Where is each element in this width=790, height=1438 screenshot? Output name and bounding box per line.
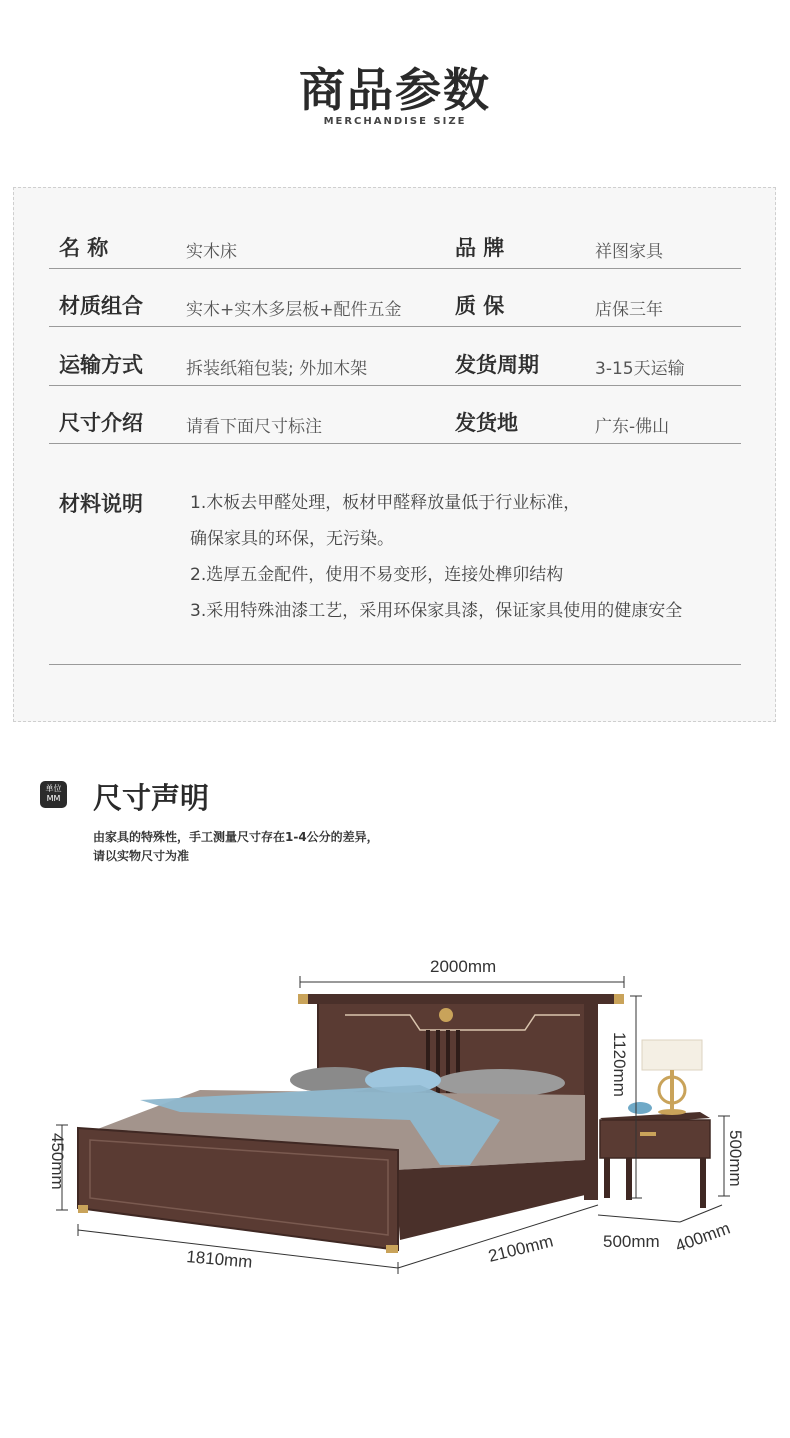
dim-nightstand-width: 500mm	[603, 1232, 660, 1251]
brass-foot	[386, 1245, 398, 1253]
spec-label: 发货周期	[455, 353, 539, 377]
page-subtitle: MERCHANDISE SIZE	[323, 116, 467, 127]
size-note-line: 由家具的特殊性，手工测量尺寸存在1-4公分的差异，	[93, 830, 379, 844]
spec-value: 祥图家具	[595, 242, 663, 262]
dim-nightstand-height: 500mm	[726, 1130, 745, 1187]
materials-line: 2.选厚五金配件，使用不易变形，连接处榫卯结构	[190, 565, 564, 585]
spec-value: 拆装纸箱包装; 外加木架	[186, 359, 368, 379]
spec-value: 广东-佛山	[595, 417, 670, 437]
size-note-line: 请以实物尺寸为准	[93, 849, 190, 863]
divider	[49, 664, 741, 665]
nightstand-body	[600, 1120, 710, 1158]
nightstand-leg	[626, 1158, 632, 1200]
spec-value: 请看下面尺寸标注	[186, 417, 322, 437]
spec-label: 质 保	[455, 294, 505, 318]
spec-label: 品 牌	[455, 236, 505, 260]
nightstand-handle	[640, 1132, 656, 1136]
unit-badge-top: 单位	[45, 784, 62, 793]
lamp-shade	[642, 1040, 702, 1070]
nightstand-leg	[700, 1158, 706, 1208]
brass-medallion	[439, 1008, 453, 1022]
size-heading: 尺寸声明	[93, 781, 210, 815]
spec-label: 尺寸介绍	[59, 411, 143, 435]
brass-foot	[78, 1205, 88, 1213]
unit-badge	[40, 781, 67, 808]
bed-headpost-right	[584, 1000, 598, 1200]
spec-label: 名 称	[59, 236, 109, 260]
dim-bed-head-height: 1120mm	[610, 1032, 629, 1097]
nightstand-leg	[604, 1158, 610, 1198]
spec-value: 3-15天运输	[595, 359, 685, 379]
materials-notes	[190, 485, 770, 629]
spec-row	[49, 268, 741, 327]
spec-row	[49, 327, 741, 386]
spec-table	[13, 187, 776, 722]
spec-row	[49, 385, 741, 444]
brass-cap-right	[614, 994, 624, 1004]
spec-row	[49, 210, 741, 269]
dim-bed-width: 2000mm	[430, 957, 497, 976]
page-title: 商品参数	[299, 63, 491, 117]
decor-bowl	[628, 1102, 652, 1114]
materials-line: 确保家具的环保，无污染。	[190, 529, 394, 549]
dim-bed-length: 2100mm	[486, 1231, 556, 1266]
dim-nightstand-depth: 400mm	[672, 1218, 733, 1256]
spec-value: 实木床	[186, 242, 237, 262]
bed-side-rail	[395, 1160, 585, 1240]
materials-line: 1.木板去甲醛处理，板材甲醛释放量低于行业标准，	[190, 493, 581, 513]
headboard-top-rail	[300, 994, 622, 1004]
pillow	[435, 1069, 565, 1097]
bed-footboard	[78, 1128, 398, 1250]
dim-bed-side-height: 450mm	[48, 1133, 67, 1190]
spec-value: 实木+实木多层板+配件五金	[186, 300, 402, 320]
spec-label: 材质组合	[59, 294, 143, 318]
spec-label: 发货地	[455, 411, 518, 435]
materials-line: 3.采用特殊油漆工艺，采用环保家具漆，保证家具使用的健康安全	[190, 601, 683, 621]
dim-bed-front-width: 1810mm	[185, 1247, 254, 1272]
spec-label: 运输方式	[59, 353, 143, 377]
unit-badge-bottom: MM	[46, 794, 61, 803]
spec-value: 店保三年	[595, 300, 663, 320]
brass-cap-left	[298, 994, 308, 1004]
materials-label: 材料说明	[59, 492, 143, 516]
lamp-foot	[658, 1109, 686, 1115]
product-illustration	[0, 940, 790, 1300]
lamp-stem	[670, 1070, 674, 1110]
size-note	[93, 828, 379, 866]
